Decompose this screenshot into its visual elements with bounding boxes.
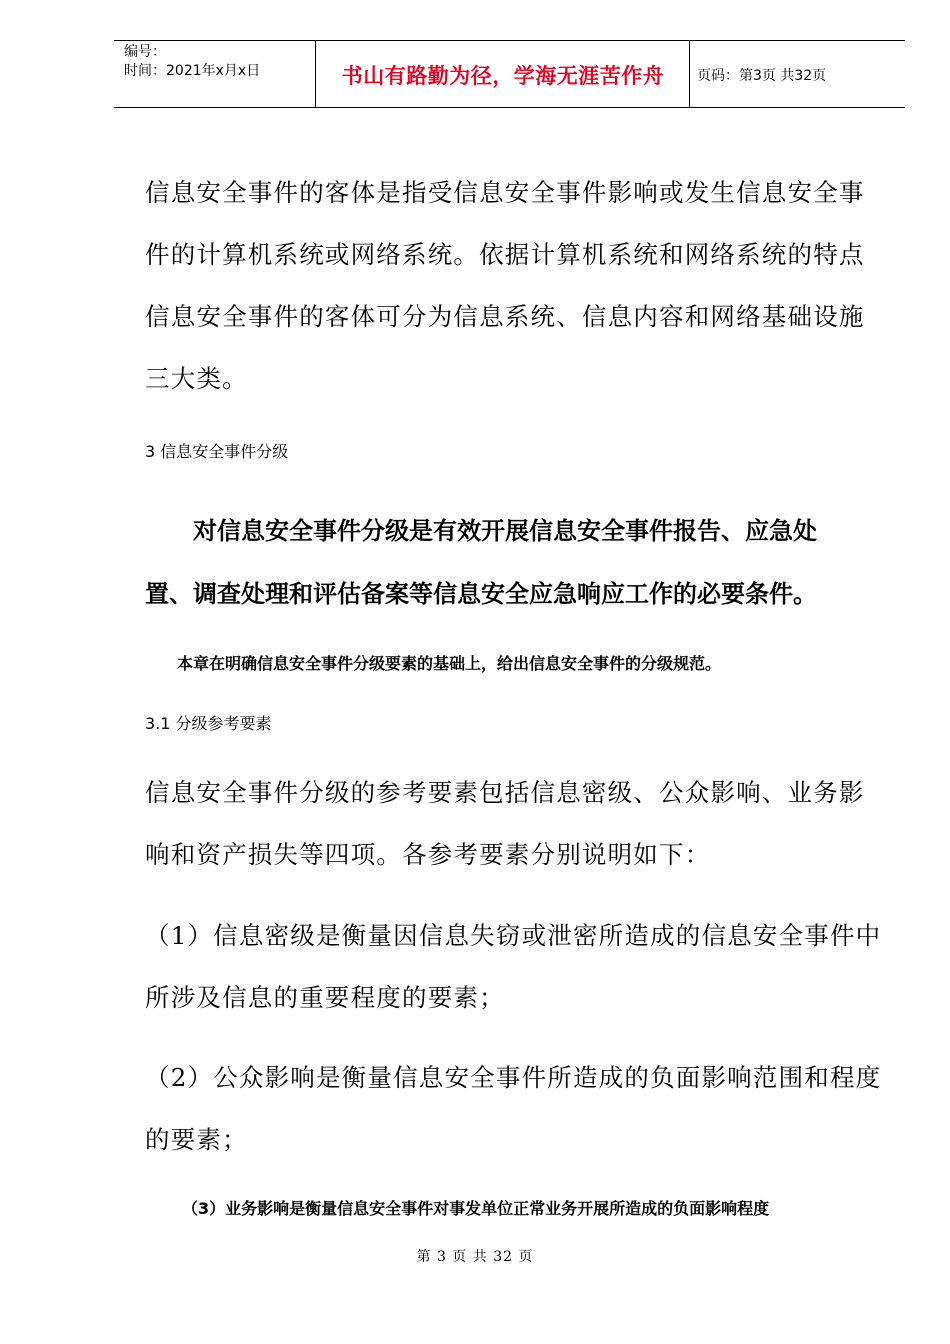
header-top-rule [114,40,905,41]
text-line: 三大类。 [145,364,248,393]
text-line: 信息安全事件的客体是指受信息安全事件影响或发生信息安全事 [145,178,865,207]
header-motto: 书山有路勤为径，学海无涯苦作舟 [341,63,665,88]
page-footer: 第 3 页 共 32 页 [416,1249,534,1265]
header-bottom-rule [114,107,905,108]
paragraph-chapter-intro: 本章在明确信息安全事件分级要素的基础上，给出信息安全事件的分级规范。 [177,654,722,673]
paragraph-object-definition [145,162,885,410]
text-line: 信息安全事件的客体可分为信息系统、信息内容和网络基础设施 [145,302,865,331]
text-line: 所涉及信息的重要程度的要素； [145,983,505,1012]
text-line: （1）信息密级是衡量因信息失窃或泄密所造成的信息安全事件中 [145,921,882,950]
header-page-code: 页码：第3页 共32页 [697,68,827,84]
text-line: 对信息安全事件分级是有效开展信息安全事件报告、应急处 [193,517,817,545]
text-line: （2）公众影响是衡量信息安全事件所造成的负面影响范围和程度 [145,1063,882,1092]
section-3-heading: 3 信息安全事件分级 [145,442,289,461]
text-line: 响和资产损失等四项。各参考要素分别说明如下： [145,840,711,869]
section-3-1-heading: 3.1 分级参考要素 [145,714,272,733]
text-line: 件的计算机系统或网络系统。依据计算机系统和网络系统的特点 [145,240,865,269]
paragraph-reference-factors [145,762,885,886]
header-time-label: 时间：2021年x月x日 [124,63,261,79]
text-line: 信息安全事件分级的参考要素包括信息密级、公众影响、业务影 [145,778,865,807]
header-number-label: 编号： [124,44,166,60]
text-line: 的要素； [145,1125,248,1154]
list-item-business-impact: （3）业务影响是衡量信息安全事件对事发单位正常业务开展所造成的负面影响程度 [182,1199,770,1218]
paragraph-grading-purpose [145,500,885,626]
text-line: 置、调查处理和评估备案等信息安全应急响应工作的必要条件。 [145,580,817,608]
list-item-public-impact [145,1047,885,1171]
list-item-information-classification [145,905,885,1029]
